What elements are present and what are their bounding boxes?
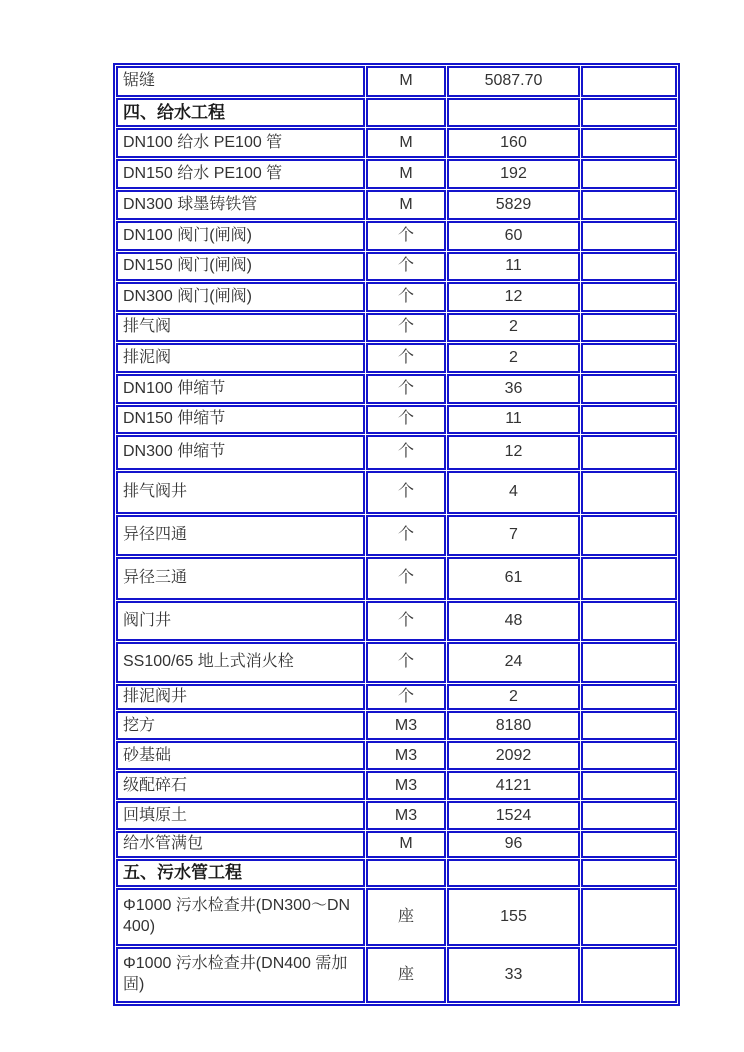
quantity-cell: 48 [447, 601, 580, 641]
table-row [116, 601, 677, 641]
quantity-cell: 7 [447, 515, 580, 556]
table-row [116, 221, 677, 251]
item-name-cell: 排气阀 [116, 313, 365, 342]
item-name-cell: DN150 给水 PE100 管 [116, 159, 365, 189]
quantity-cell: 2092 [447, 741, 580, 770]
table-row [116, 190, 677, 220]
note-cell [581, 405, 677, 434]
item-name-cell: 五、污水管工程 [116, 859, 365, 887]
table-row [116, 831, 677, 857]
table-row [116, 801, 677, 830]
unit-cell: 个 [366, 282, 446, 312]
item-name-cell: DN300 球墨铸铁管 [116, 190, 365, 220]
quantity-cell: 2 [447, 343, 580, 373]
unit-cell: 个 [366, 313, 446, 342]
quantities-table [113, 63, 680, 1006]
unit-cell: M3 [366, 741, 446, 770]
unit-cell: 个 [366, 252, 446, 281]
unit-cell: 个 [366, 515, 446, 556]
item-name-cell: DN100 给水 PE100 管 [116, 128, 365, 158]
table-row [116, 557, 677, 600]
item-name-cell: DN300 阀门(闸阀) [116, 282, 365, 312]
quantity-cell: 5087.70 [447, 66, 580, 97]
note-cell [581, 741, 677, 770]
unit-cell: 个 [366, 374, 446, 404]
table-row [116, 66, 677, 97]
quantity-cell: 4121 [447, 771, 580, 800]
note-cell [581, 221, 677, 251]
unit-cell: 座 [366, 947, 446, 1003]
unit-cell: 个 [366, 343, 446, 373]
table-row [116, 947, 677, 1003]
quantity-cell: 2 [447, 684, 580, 710]
quantity-cell: 8180 [447, 711, 580, 740]
note-cell [581, 859, 677, 887]
item-name-cell: 锯缝 [116, 66, 365, 97]
note-cell [581, 190, 677, 220]
table-row [116, 771, 677, 800]
item-name-cell: Φ1000 污水检查井(DN300～DN400) [116, 888, 365, 946]
note-cell [581, 711, 677, 740]
quantity-cell: 4 [447, 471, 580, 514]
unit-cell: M [366, 159, 446, 189]
item-name-cell: DN150 阀门(闸阀) [116, 252, 365, 281]
quantity-cell: 155 [447, 888, 580, 946]
table-row [116, 741, 677, 770]
note-cell [581, 66, 677, 97]
item-name-cell: 排泥阀 [116, 343, 365, 373]
item-name-cell: 四、给水工程 [116, 98, 365, 127]
item-name-cell: DN300 伸缩节 [116, 435, 365, 470]
table-row [116, 313, 677, 342]
note-cell [581, 159, 677, 189]
note-cell [581, 313, 677, 342]
item-name-cell: 排气阀井 [116, 471, 365, 514]
note-cell [581, 435, 677, 470]
table-row [116, 128, 677, 158]
note-cell [581, 128, 677, 158]
unit-cell [366, 859, 446, 887]
note-cell [581, 471, 677, 514]
table-row [116, 471, 677, 514]
table-row [116, 684, 677, 710]
quantity-cell: 60 [447, 221, 580, 251]
item-name-cell: SS100/65 地上式消火栓 [116, 642, 365, 683]
table-row [116, 888, 677, 946]
table-row [116, 405, 677, 434]
section-header-row [116, 98, 677, 127]
note-cell [581, 801, 677, 830]
quantities-table-body [116, 66, 677, 1003]
quantity-cell: 12 [447, 435, 580, 470]
unit-cell [366, 98, 446, 127]
unit-cell: 个 [366, 601, 446, 641]
item-name-cell: 回填原土 [116, 801, 365, 830]
item-name-cell: 阀门井 [116, 601, 365, 641]
unit-cell: M [366, 66, 446, 97]
unit-cell: 个 [366, 471, 446, 514]
quantity-cell: 11 [447, 405, 580, 434]
quantity-cell: 192 [447, 159, 580, 189]
item-name-cell: 级配碎石 [116, 771, 365, 800]
unit-cell: 个 [366, 405, 446, 434]
table-row [116, 282, 677, 312]
item-name-cell: Φ1000 污水检查井(DN400 需加固) [116, 947, 365, 1003]
quantity-cell: 24 [447, 642, 580, 683]
unit-cell: M [366, 831, 446, 857]
quantity-cell: 5829 [447, 190, 580, 220]
quantity-cell: 96 [447, 831, 580, 857]
quantity-cell: 1524 [447, 801, 580, 830]
section-header-row [116, 859, 677, 887]
table-row [116, 343, 677, 373]
note-cell [581, 947, 677, 1003]
note-cell [581, 282, 677, 312]
table-row [116, 515, 677, 556]
note-cell [581, 343, 677, 373]
quantity-cell: 11 [447, 252, 580, 281]
note-cell [581, 374, 677, 404]
table-row [116, 711, 677, 740]
table-row [116, 435, 677, 470]
quantity-cell: 36 [447, 374, 580, 404]
unit-cell: 个 [366, 221, 446, 251]
note-cell [581, 771, 677, 800]
quantity-cell: 160 [447, 128, 580, 158]
table-row [116, 159, 677, 189]
note-cell [581, 684, 677, 710]
unit-cell: M3 [366, 711, 446, 740]
item-name-cell: 给水管满包 [116, 831, 365, 857]
quantity-cell: 61 [447, 557, 580, 600]
unit-cell: M3 [366, 801, 446, 830]
note-cell [581, 601, 677, 641]
quantity-cell: 2 [447, 313, 580, 342]
item-name-cell: DN100 伸缩节 [116, 374, 365, 404]
unit-cell: 座 [366, 888, 446, 946]
quantity-cell [447, 98, 580, 127]
note-cell [581, 557, 677, 600]
table-row [116, 642, 677, 683]
item-name-cell: 异径四通 [116, 515, 365, 556]
item-name-cell: 异径三通 [116, 557, 365, 600]
quantity-cell: 33 [447, 947, 580, 1003]
note-cell [581, 831, 677, 857]
item-name-cell: 挖方 [116, 711, 365, 740]
table-row [116, 252, 677, 281]
note-cell [581, 515, 677, 556]
unit-cell: 个 [366, 435, 446, 470]
item-name-cell: 排泥阀井 [116, 684, 365, 710]
item-name-cell: 砂基础 [116, 741, 365, 770]
unit-cell: M [366, 128, 446, 158]
table-row [116, 374, 677, 404]
note-cell [581, 252, 677, 281]
unit-cell: 个 [366, 642, 446, 683]
item-name-cell: DN150 伸缩节 [116, 405, 365, 434]
unit-cell: M3 [366, 771, 446, 800]
unit-cell: 个 [366, 557, 446, 600]
quantity-cell [447, 859, 580, 887]
note-cell [581, 98, 677, 127]
item-name-cell: DN100 阀门(闸阀) [116, 221, 365, 251]
unit-cell: 个 [366, 684, 446, 710]
note-cell [581, 642, 677, 683]
unit-cell: M [366, 190, 446, 220]
note-cell [581, 888, 677, 946]
quantity-cell: 12 [447, 282, 580, 312]
